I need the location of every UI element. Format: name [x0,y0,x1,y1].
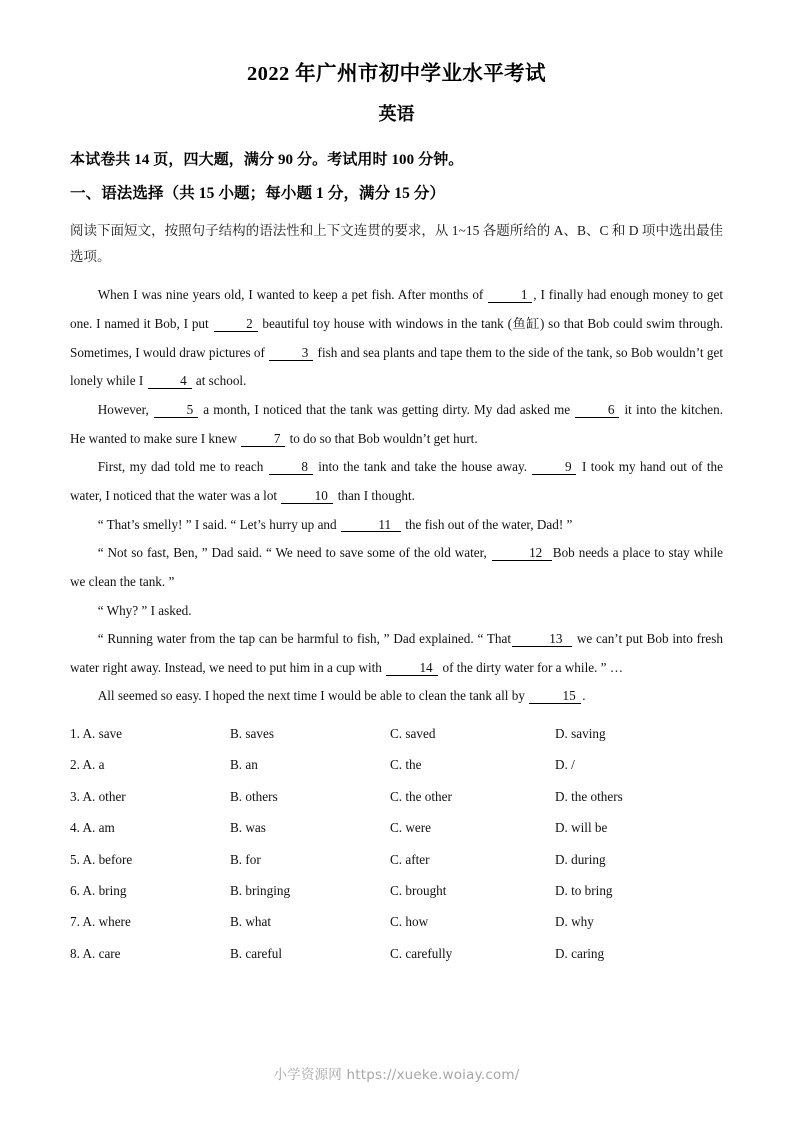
option-a[interactable] [70,821,230,834]
option-a[interactable] [70,727,230,740]
passage-text: it into the kitchen. He wanted to make sure I knew [70,402,724,446]
question-number: 2. [70,757,80,773]
passage-text: a month, I noticed that the tank was getting dirty. My dad asked me [203,402,571,418]
answer-blank-12[interactable]: 12 [492,546,552,561]
answer-blank-5[interactable]: 5 [154,403,198,418]
option-label: A. save [82,726,123,742]
passage-text: “ Running water from the tap can be harmful to fish, ” Dad explained. “ That [97,631,512,647]
document-content [70,0,723,978]
answer-options-list [70,711,723,978]
exam-note: 本试卷共 14 页，四大题，满分 90 分。考试用时 100 分钟。 [70,152,464,169]
option-a[interactable] [70,947,230,960]
option-b[interactable]: B. others [230,788,278,804]
section-directions: 阅读下面短文，按照句子结构的语法性和上下文连贯的要求，从 1~15 各题所给的 A、B、C 和 D 项中选出最佳选项。 [70,222,723,265]
question-number: 4. [70,820,80,836]
passage-paragraph-3 [70,453,723,510]
option-d[interactable]: D. the others [555,788,623,804]
option-d[interactable]: D. why [555,914,594,930]
option-label: A. other [82,788,126,804]
option-c[interactable]: C. the [390,757,422,773]
passage-text: First, my dad told me to reach [97,459,264,475]
option-b[interactable]: B. careful [230,945,282,961]
section-heading: 一、语法选择（共 15 小题；每小题 1 分，满分 15 分） [70,184,446,202]
option-b[interactable]: B. for [230,851,261,867]
option-b[interactable]: B. an [230,757,258,773]
option-row [70,915,723,946]
option-c[interactable]: C. saved [390,726,436,742]
passage-text: . [582,688,586,704]
passage-text: we can’t put Bob into fresh water right away. Instead, we need to put him in a cup with [70,631,723,675]
option-label: A. care [82,945,121,961]
option-c[interactable]: C. brought [390,883,447,899]
option-a[interactable] [70,853,230,866]
question-number: 7. [70,914,80,930]
option-row [70,727,723,758]
option-d[interactable]: D. caring [555,945,605,961]
option-d[interactable]: D. to bring [555,883,613,899]
passage-text: , I finally had enough money to get one. I named it Bob, I put [70,287,723,332]
answer-blank-7[interactable]: 7 [241,432,285,447]
question-number: 3. [70,788,80,804]
passage-paragraph-8 [70,682,723,711]
option-a[interactable] [70,758,230,771]
question-number: 5. [70,851,80,867]
passage-text: I took my hand out of the water, I noticed that the water was a lot [70,459,723,503]
passage-text: “ Not so fast, Ben, ” Dad said. “ We need to save some of the old water, [97,545,487,561]
page-title: 2022 年广州市初中学业水平考试 [247,63,546,85]
passage-paragraph-2 [70,396,723,453]
site-watermark: 小学资源网 https://xueke.woiay.com/ [273,1067,520,1083]
passage-paragraph-7 [70,625,723,682]
answer-blank-10[interactable]: 10 [281,489,333,504]
passage-text: the fish out of the water, Dad! ” [405,516,573,532]
option-c[interactable]: C. the other [390,788,452,804]
question-number: 6. [70,883,80,899]
passage-text: fish and sea plants and tape them to the side of the tank, so Bob wouldn’t get lonely while I [70,344,723,389]
option-label: A. before [82,851,133,867]
passage-text: into the tank and take the house away. [318,459,527,475]
passage-text: of the dirty water for a while. ” … [442,659,624,675]
option-b[interactable]: B. was [230,820,266,836]
answer-blank-4[interactable]: 4 [148,374,192,389]
option-b[interactable]: B. bringing [230,883,291,899]
answer-blank-6[interactable]: 6 [575,403,619,418]
question-number: 8. [70,945,80,961]
passage-paragraph-1 [70,281,723,396]
answer-blank-2[interactable]: 2 [214,317,258,332]
question-number: 1. [70,726,80,742]
option-row [70,853,723,884]
passage-text: When I was nine years old, I wanted to keep a pet fish. After months of [97,287,484,303]
option-d[interactable]: D. will be [555,820,608,836]
answer-blank-3[interactable]: 3 [269,346,313,361]
passage-paragraph-4 [70,511,723,540]
option-row [70,947,723,978]
passage-text: Bob needs a place to stay while we clean the tank. ” [70,545,724,589]
option-row [70,758,723,789]
answer-blank-8[interactable]: 8 [269,460,313,475]
option-label: A. a [82,757,105,773]
passage-text: However, [97,402,149,418]
option-c[interactable]: C. carefully [390,945,453,961]
answer-blank-13[interactable]: 13 [512,632,572,647]
option-d[interactable]: D. during [555,851,606,867]
passage-text: at school. [195,373,247,389]
passage-paragraph-5 [70,539,723,596]
answer-blank-9[interactable]: 9 [532,460,576,475]
option-label: A. where [82,914,131,930]
answer-blank-15[interactable]: 15 [529,689,581,704]
option-a[interactable] [70,884,230,897]
answer-blank-11[interactable]: 11 [341,518,401,533]
answer-blank-1[interactable]: 1 [488,288,532,303]
option-row [70,884,723,915]
subject-title: 英语 [378,103,415,124]
passage-text: All seemed so easy. I hoped the next time I would be able to clean the tank all by [97,688,525,704]
option-c[interactable]: C. were [390,820,432,836]
option-c[interactable]: C. after [390,851,430,867]
option-c[interactable]: C. how [390,914,429,930]
option-d[interactable]: D. saving [555,726,606,742]
option-label: A. am [82,820,115,836]
option-a[interactable] [70,915,230,928]
passage-paragraph-6: “ Why? ” I asked. [97,602,192,618]
option-b[interactable]: B. saves [230,726,274,742]
option-d[interactable]: D. / [555,757,575,773]
answer-blank-14[interactable]: 14 [386,661,438,676]
passage-text: to do so that Bob wouldn’t get hurt. [289,430,478,446]
option-row [70,790,723,821]
option-a[interactable] [70,790,230,803]
option-row [70,821,723,852]
passage-text: than I thought. [337,487,415,503]
passage-text: beautiful toy house with windows in the tank (鱼缸) so that Bob could swim through. Sometimes, I would draw pictures of [70,316,723,360]
option-b[interactable]: B. what [230,914,272,930]
passage-text: “ That’s smelly! ” I said. “ Let’s hurry up and [97,516,337,532]
option-label: A. bring [82,883,127,899]
reading-passage [70,270,723,711]
